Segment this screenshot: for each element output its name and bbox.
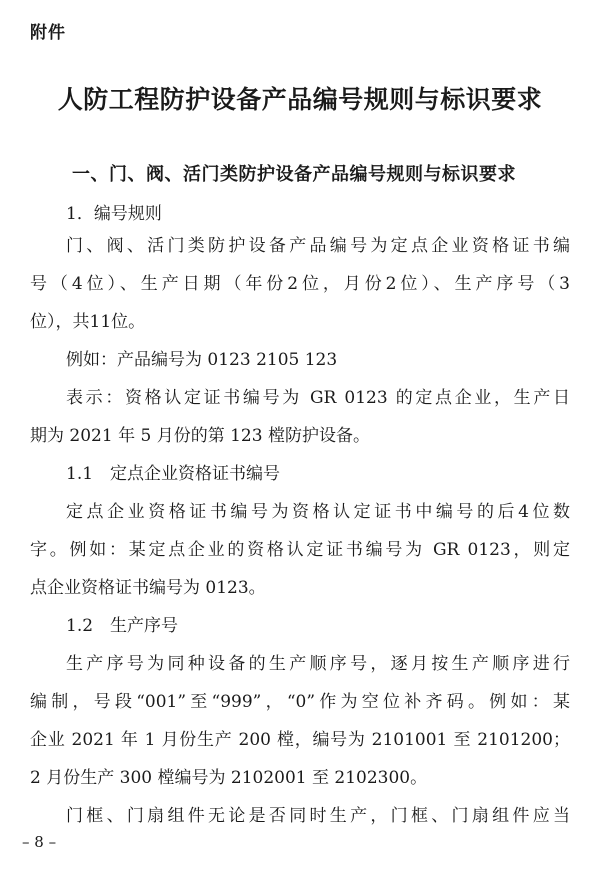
paragraph-line: 定点企业资格证书编号为资格认定证书中编号的后4位数 [66,502,570,522]
paragraph-line: 号（4位）、生产日期（年份2位，月份2位）、生产序号（3 [30,274,570,294]
paragraph-line: 门框、门扇组件无论是否同时生产，门框、门扇组件应当 [66,806,570,826]
paragraph-line: 生产序号为同种设备的生产顺序号，逐月按生产顺序进行 [66,654,570,674]
subheading-numbering-rules: 1．编号规则 [66,204,162,224]
section-heading: 一、门、阀、活门类防护设备产品编号规则与标识要求 [72,164,516,185]
paragraph-line: 点企业资格证书编号为 0123。 [30,578,266,598]
paragraph-line: 编制，号段“001”至“999”，“0”作为空位补齐码。例如：某 [30,692,570,712]
document-title: 人防工程防护设备产品编号规则与标识要求 [57,85,543,114]
paragraph-line: 位），共11位。 [30,312,146,332]
page-number: – 8 – [22,833,57,851]
subheading-serial-number: 1.2 生产序号 [66,616,179,636]
paragraph-line: 企业 2021 年 1 月份生产 200 樘，编号为 2101001 至 2101200； [30,730,570,750]
example-line: 例如：产品编号为 0123 2105 123 [66,350,338,370]
subheading-certificate-number: 1.1 定点企业资格证书编号 [66,464,281,484]
attachment-label: 附件 [30,23,66,43]
paragraph-line: 2 月份生产 300 樘编号为 2102001 至 2102300。 [30,768,428,788]
paragraph-line: 字。例如：某定点企业的资格认定证书编号为 GR 0123，则定 [30,540,570,560]
paragraph-line: 表示：资格认定证书编号为 GR 0123 的定点企业，生产日 [66,388,570,408]
paragraph-line: 门、阀、活门类防护设备产品编号为定点企业资格证书编 [66,236,570,256]
paragraph-line: 期为 2021 年 5 月份的第 123 樘防护设备。 [30,426,370,446]
